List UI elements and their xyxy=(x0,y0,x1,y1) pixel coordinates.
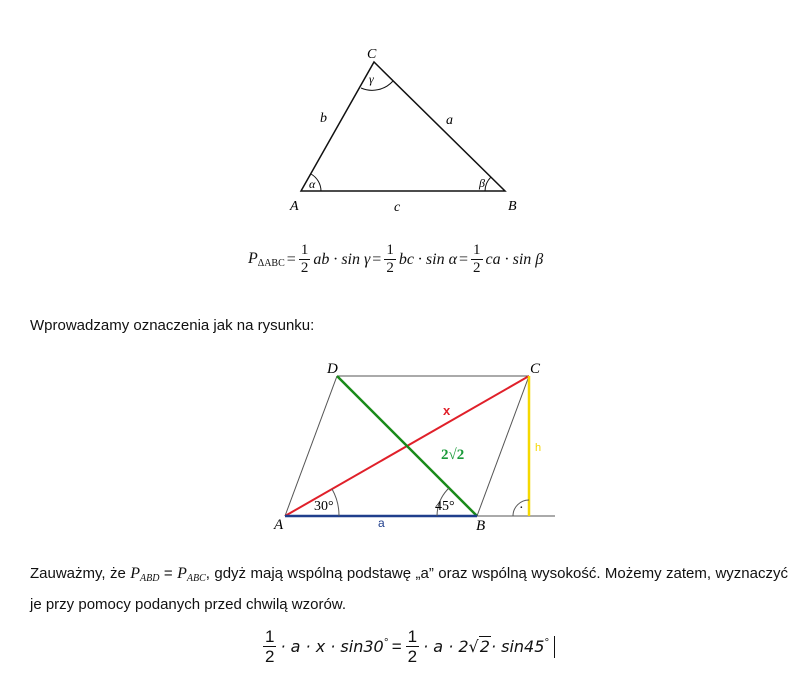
triangle-outline xyxy=(301,62,505,191)
equals-sign: = xyxy=(159,565,178,582)
equals-sign: = xyxy=(391,636,402,656)
label-x: x xyxy=(443,403,451,418)
side-b-label: b xyxy=(320,111,327,126)
diagonal-bd xyxy=(337,376,477,516)
side-c-label: c xyxy=(394,200,401,215)
vertex-a-label: A xyxy=(290,199,299,214)
right-side: · a · 2√2· sin45° xyxy=(423,637,550,656)
label-h: h xyxy=(535,442,542,454)
side-a-label: a xyxy=(446,113,453,128)
paragraph-text: , gdyż mają wspólną podstawę „a” oraz wspólną wysokość. Możemy zatem, wyznaczyć je przy pomocy podanych przed chwilą wzorów. xyxy=(30,565,788,613)
fraction-half: $\frac{1}{2}$ xyxy=(386,242,394,276)
area-abc: $P_{ABC}$ xyxy=(177,565,206,584)
fraction-half: $\frac{1}{2}$ xyxy=(473,242,481,276)
label-2sqrt2: 2√2 xyxy=(441,447,465,463)
parallelogram-figure xyxy=(265,352,565,542)
area-symbol: $P_{\Delta ABC}$ xyxy=(248,250,285,269)
equals-sign: = xyxy=(372,250,382,268)
left-side: · a · x · sin30° xyxy=(280,637,389,656)
vertex-b-label: B xyxy=(508,199,517,214)
side-bc xyxy=(477,376,529,516)
area-abd: $P_{ABD}$ xyxy=(130,565,160,584)
label-a: a xyxy=(378,516,385,530)
angle-45-label: 45° xyxy=(435,499,455,514)
triangle-figure xyxy=(280,40,530,220)
vertex-c-label: C xyxy=(530,361,541,377)
angle-gamma-label: γ xyxy=(369,72,374,86)
explanation-paragraph xyxy=(30,561,788,618)
text-cursor xyxy=(554,636,555,658)
equation xyxy=(262,628,555,665)
term-ab-sin-gamma: ab · sin γ xyxy=(313,250,371,268)
angle-beta-label: β xyxy=(479,176,485,190)
vertex-c-label: C xyxy=(367,47,377,62)
vertex-a-label: A xyxy=(274,517,284,533)
term-ca-sin-beta: ca · sin β xyxy=(485,250,544,268)
fraction-half: $\frac{1}{2}$ xyxy=(407,627,418,666)
equals-sign: = xyxy=(459,250,469,268)
area-formula xyxy=(248,243,543,276)
vertex-d-label: D xyxy=(327,361,338,377)
angle-beta-arc xyxy=(485,177,491,191)
intro-text: Wprowadzamy oznaczenia jak na rysunku: xyxy=(30,317,315,334)
angle-alpha-label: α xyxy=(309,177,316,191)
term-bc-sin-alpha: bc · sin α xyxy=(398,250,457,268)
fraction-half: $\frac{1}{2}$ xyxy=(265,627,275,666)
fraction-half: $\frac{1}{2}$ xyxy=(300,242,309,276)
paragraph-text: Zauważmy, że xyxy=(30,565,131,582)
angle-gamma-arc xyxy=(361,81,393,90)
right-angle-dot: · xyxy=(519,501,524,516)
equals-sign: = xyxy=(286,250,296,268)
angle-30-label: 30° xyxy=(314,499,334,514)
vertex-b-label: B xyxy=(476,518,486,534)
side-ad xyxy=(285,376,337,516)
